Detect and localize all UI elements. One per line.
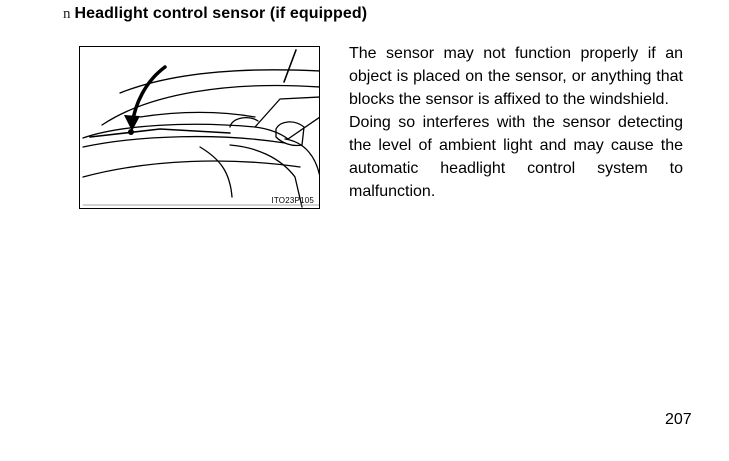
figure-code: ITO23P105 [271,196,314,205]
heading-title: Headlight control sensor (if equipped) [74,5,368,22]
car-windshield-drawing [80,47,320,209]
windshield-sensor-illustration [79,46,320,209]
heading-bullet: n [63,6,71,22]
section-heading [63,5,367,23]
page-number: 207 [665,411,692,428]
paragraph-2: Doing so interferes with the sensor detecting the level of ambient light and may cause the automatic headlight control system to malfunction. [349,114,683,200]
body-text [349,42,683,203]
paragraph-1: The sensor may not function properly if an object is placed on the sensor, or anything that blocks the sensor is affixed to the windshield. [349,45,683,108]
